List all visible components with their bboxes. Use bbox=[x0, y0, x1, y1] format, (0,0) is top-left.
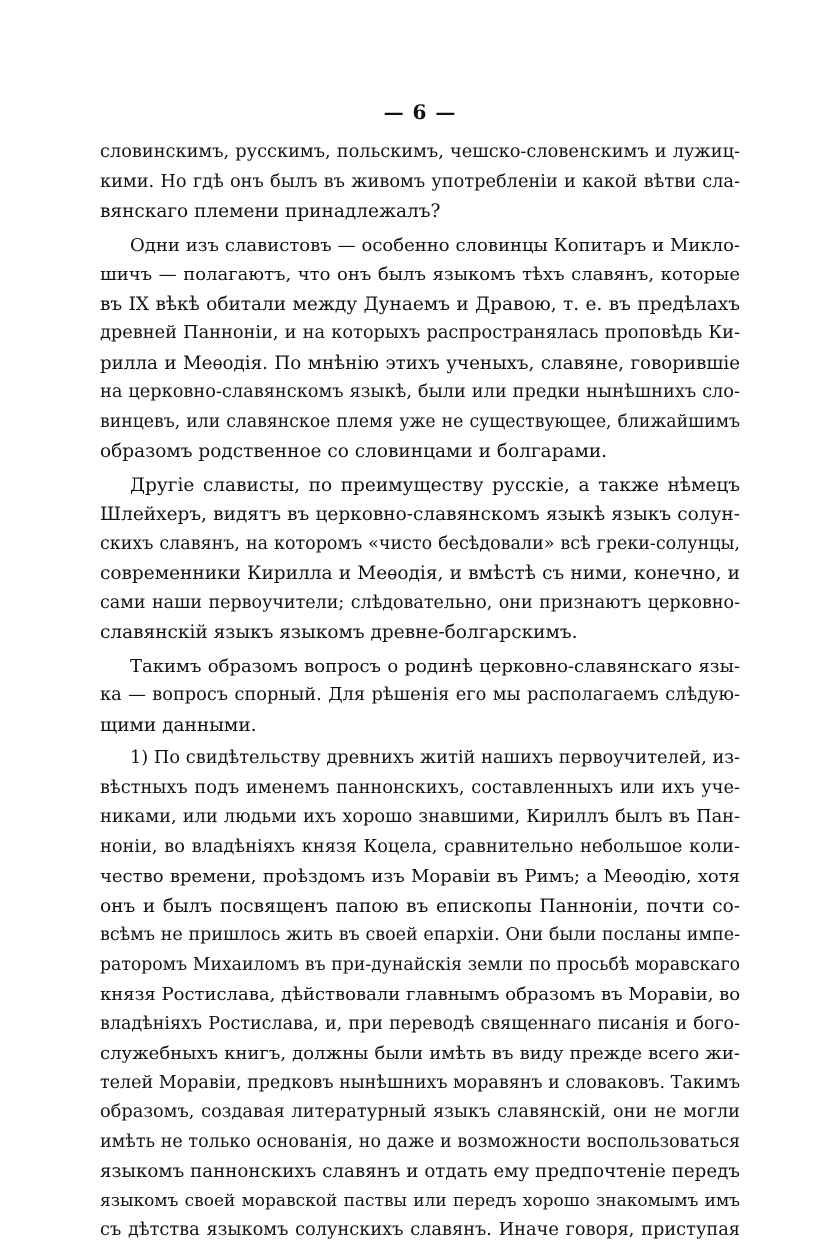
text-line: рилла и Меѳодія. По мнѣнію этихъ ученыхъ, славяне, говорившіе bbox=[100, 352, 740, 374]
text-line: кими. Но гдѣ онъ былъ въ живомъ употребленіи и какой вѣтви сла- bbox=[100, 171, 740, 192]
text-line: на церковно-славянскомъ языкѣ, были или предки нынѣшнихъ сло- bbox=[100, 382, 740, 402]
text-line: чество времени, проѣздомъ изъ Моравіи въ Римъ; а Меѳодію, хотя bbox=[100, 866, 740, 887]
text-line: телей Моравіи, предковъ нынѣшнихъ моравянъ и словаковъ. Такимъ bbox=[100, 1072, 741, 1093]
text-line: ка — вопросъ спорный. Для рѣшенія его мы располагаемъ слѣдую- bbox=[100, 685, 740, 705]
text-line: словинскимъ, русскимъ, польскимъ, чешско-словенскимъ и лужиц- bbox=[100, 142, 740, 162]
paragraph bbox=[100, 471, 740, 648]
text-line: скихъ славянъ, на которомъ «чисто бесѣдовали» всѣ греки-солунцы, bbox=[100, 533, 740, 554]
text-line: современники Кирилла и Меѳодія, и вмѣстѣ съ ними, конечно, и bbox=[100, 563, 740, 584]
text-line: князя Ростислава, дѣйствовали главнымъ образомъ въ Моравіи, во bbox=[100, 984, 741, 1005]
page-number: — 6 — bbox=[383, 100, 457, 124]
paragraph bbox=[100, 231, 740, 467]
text-line: вянскаго племени принадлежалъ? bbox=[100, 201, 441, 222]
text-line: имѣть не только основанія, но даже и возможности воспользоваться bbox=[100, 1131, 740, 1152]
text-line: владѣніяхъ Ростислава, и, при переводѣ священнаго писанія и бого- bbox=[100, 1013, 740, 1034]
text-line: съ дѣтства языкомъ солунскихъ славянъ. Иначе говоря, приступая bbox=[100, 1220, 740, 1240]
text-line: шичъ — полагаютъ, что онъ былъ языкомъ тѣхъ славянъ, которые bbox=[100, 264, 740, 285]
text-line: образомъ, создавая литературный языкъ славянскій, они не могли bbox=[100, 1102, 740, 1122]
paragraph bbox=[100, 652, 740, 741]
text-line: языкомъ паннонскихъ славянъ и отдать ему предпочтеніе передъ bbox=[100, 1161, 740, 1182]
text-line: Другіе слависты, по преимуществу русскіе, а также нѣмецъ bbox=[130, 474, 740, 496]
text-line: винцевъ, или славянское племя уже не существующее, ближайшимъ bbox=[100, 411, 740, 432]
body-text bbox=[100, 138, 740, 1246]
paragraph bbox=[100, 138, 740, 227]
text-line: сами наши первоучители; слѣдовательно, они признаютъ церковно- bbox=[100, 592, 740, 613]
text-line: Такимъ образомъ вопросъ о родинѣ церковно-славянскаго язы- bbox=[130, 655, 740, 677]
text-line: въ IX вѣкѣ обитали между Дунаемъ и Дравою, т. е. въ предѣлахъ bbox=[100, 293, 740, 315]
text-line: ноніи, во владѣніяхъ князя Коцела, сравнительно небольшое коли- bbox=[100, 836, 740, 857]
text-line: Шлейхеръ, видятъ въ церковно-славянскомъ языкѣ языкъ солун- bbox=[100, 504, 740, 525]
text-line: никами, или людьми ихъ хорошо знавшими, Кириллъ былъ въ Пан- bbox=[100, 807, 740, 827]
text-line: раторомъ Михаиломъ въ при-дунайскія земли по просьбѣ моравскаго bbox=[100, 954, 740, 975]
text-line: Одни изъ славистовъ — особенно словинцы Копитаръ и Миклo- bbox=[130, 234, 740, 256]
text-line: 1) По свидѣтельству древнихъ житій нашихъ первоучителей, из- bbox=[130, 748, 740, 768]
text-line: щими данными. bbox=[100, 714, 257, 736]
text-line: образомъ родственное со словинцами и болгарами. bbox=[100, 441, 608, 462]
text-line: языкомъ своей моравской паствы или передъ хорошо знакомымъ имъ bbox=[100, 1190, 740, 1211]
text-line: вѣстныхъ подъ именемъ паннонскихъ, составленныхъ или ихъ уче- bbox=[100, 777, 740, 798]
text-line: всѣмъ не пришлось жить въ своей епархіи. Они были посланы импе- bbox=[100, 925, 740, 945]
text-line: славянскій языкъ языкомъ древне-болгарскимъ. bbox=[100, 622, 578, 643]
paragraph bbox=[100, 744, 740, 1246]
text-line: служебныхъ книгъ, должны были имѣть въ виду прежде всего жи- bbox=[100, 1043, 740, 1064]
text-line: онъ и былъ посвященъ папою въ епископы Панноніи, почти со- bbox=[100, 895, 740, 917]
text-line: древней Панноніи, и на которыхъ распространялась проповѣдь Ки- bbox=[100, 323, 740, 343]
